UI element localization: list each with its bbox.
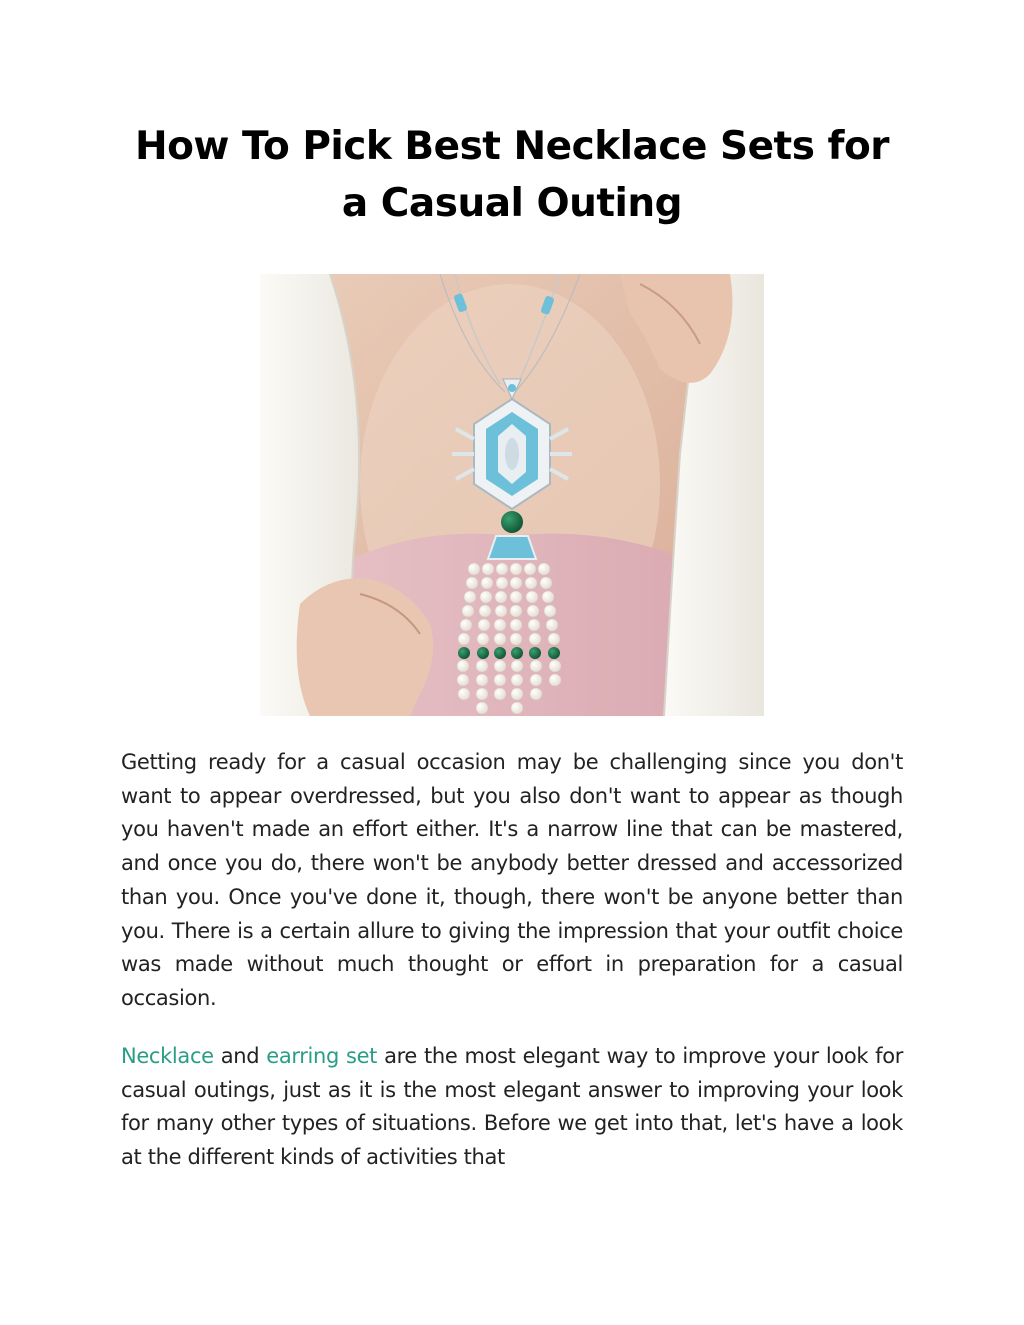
title-line-2: a Casual Outing [341,181,683,226]
necklace-photo [260,274,764,716]
title-line-1: How To Pick Best Necklace Sets for [135,124,889,169]
page-title [100,118,924,232]
paragraph-text-1: and [213,1044,267,1068]
intro-paragraph: Getting ready for a casual occasion may be challenging since you don't want to appear overdressed, but you also don't want to appear as though you haven't made an effort either. It's a narrow line that can be mastered, and once you do, there won't be anybody better dressed and accessorized than you. Once you've done it, though, there won't be anyone better than you. There is a certain allure to giving the impression that your outfit choice was made without much thought or effort in preparation for a casual occasion. [121,750,903,1010]
necklace-link[interactable]: Necklace [121,1044,214,1068]
second-paragraph [121,1040,903,1175]
paragraph-text-2: are the most elegant way to improve your look for casual outings, just as it is the most elegant answer to improving your look for many other types of situations. Before we get into that, let's have a look at the different kinds of activities that [121,1044,904,1170]
earring-set-link[interactable]: earring set [266,1044,378,1068]
